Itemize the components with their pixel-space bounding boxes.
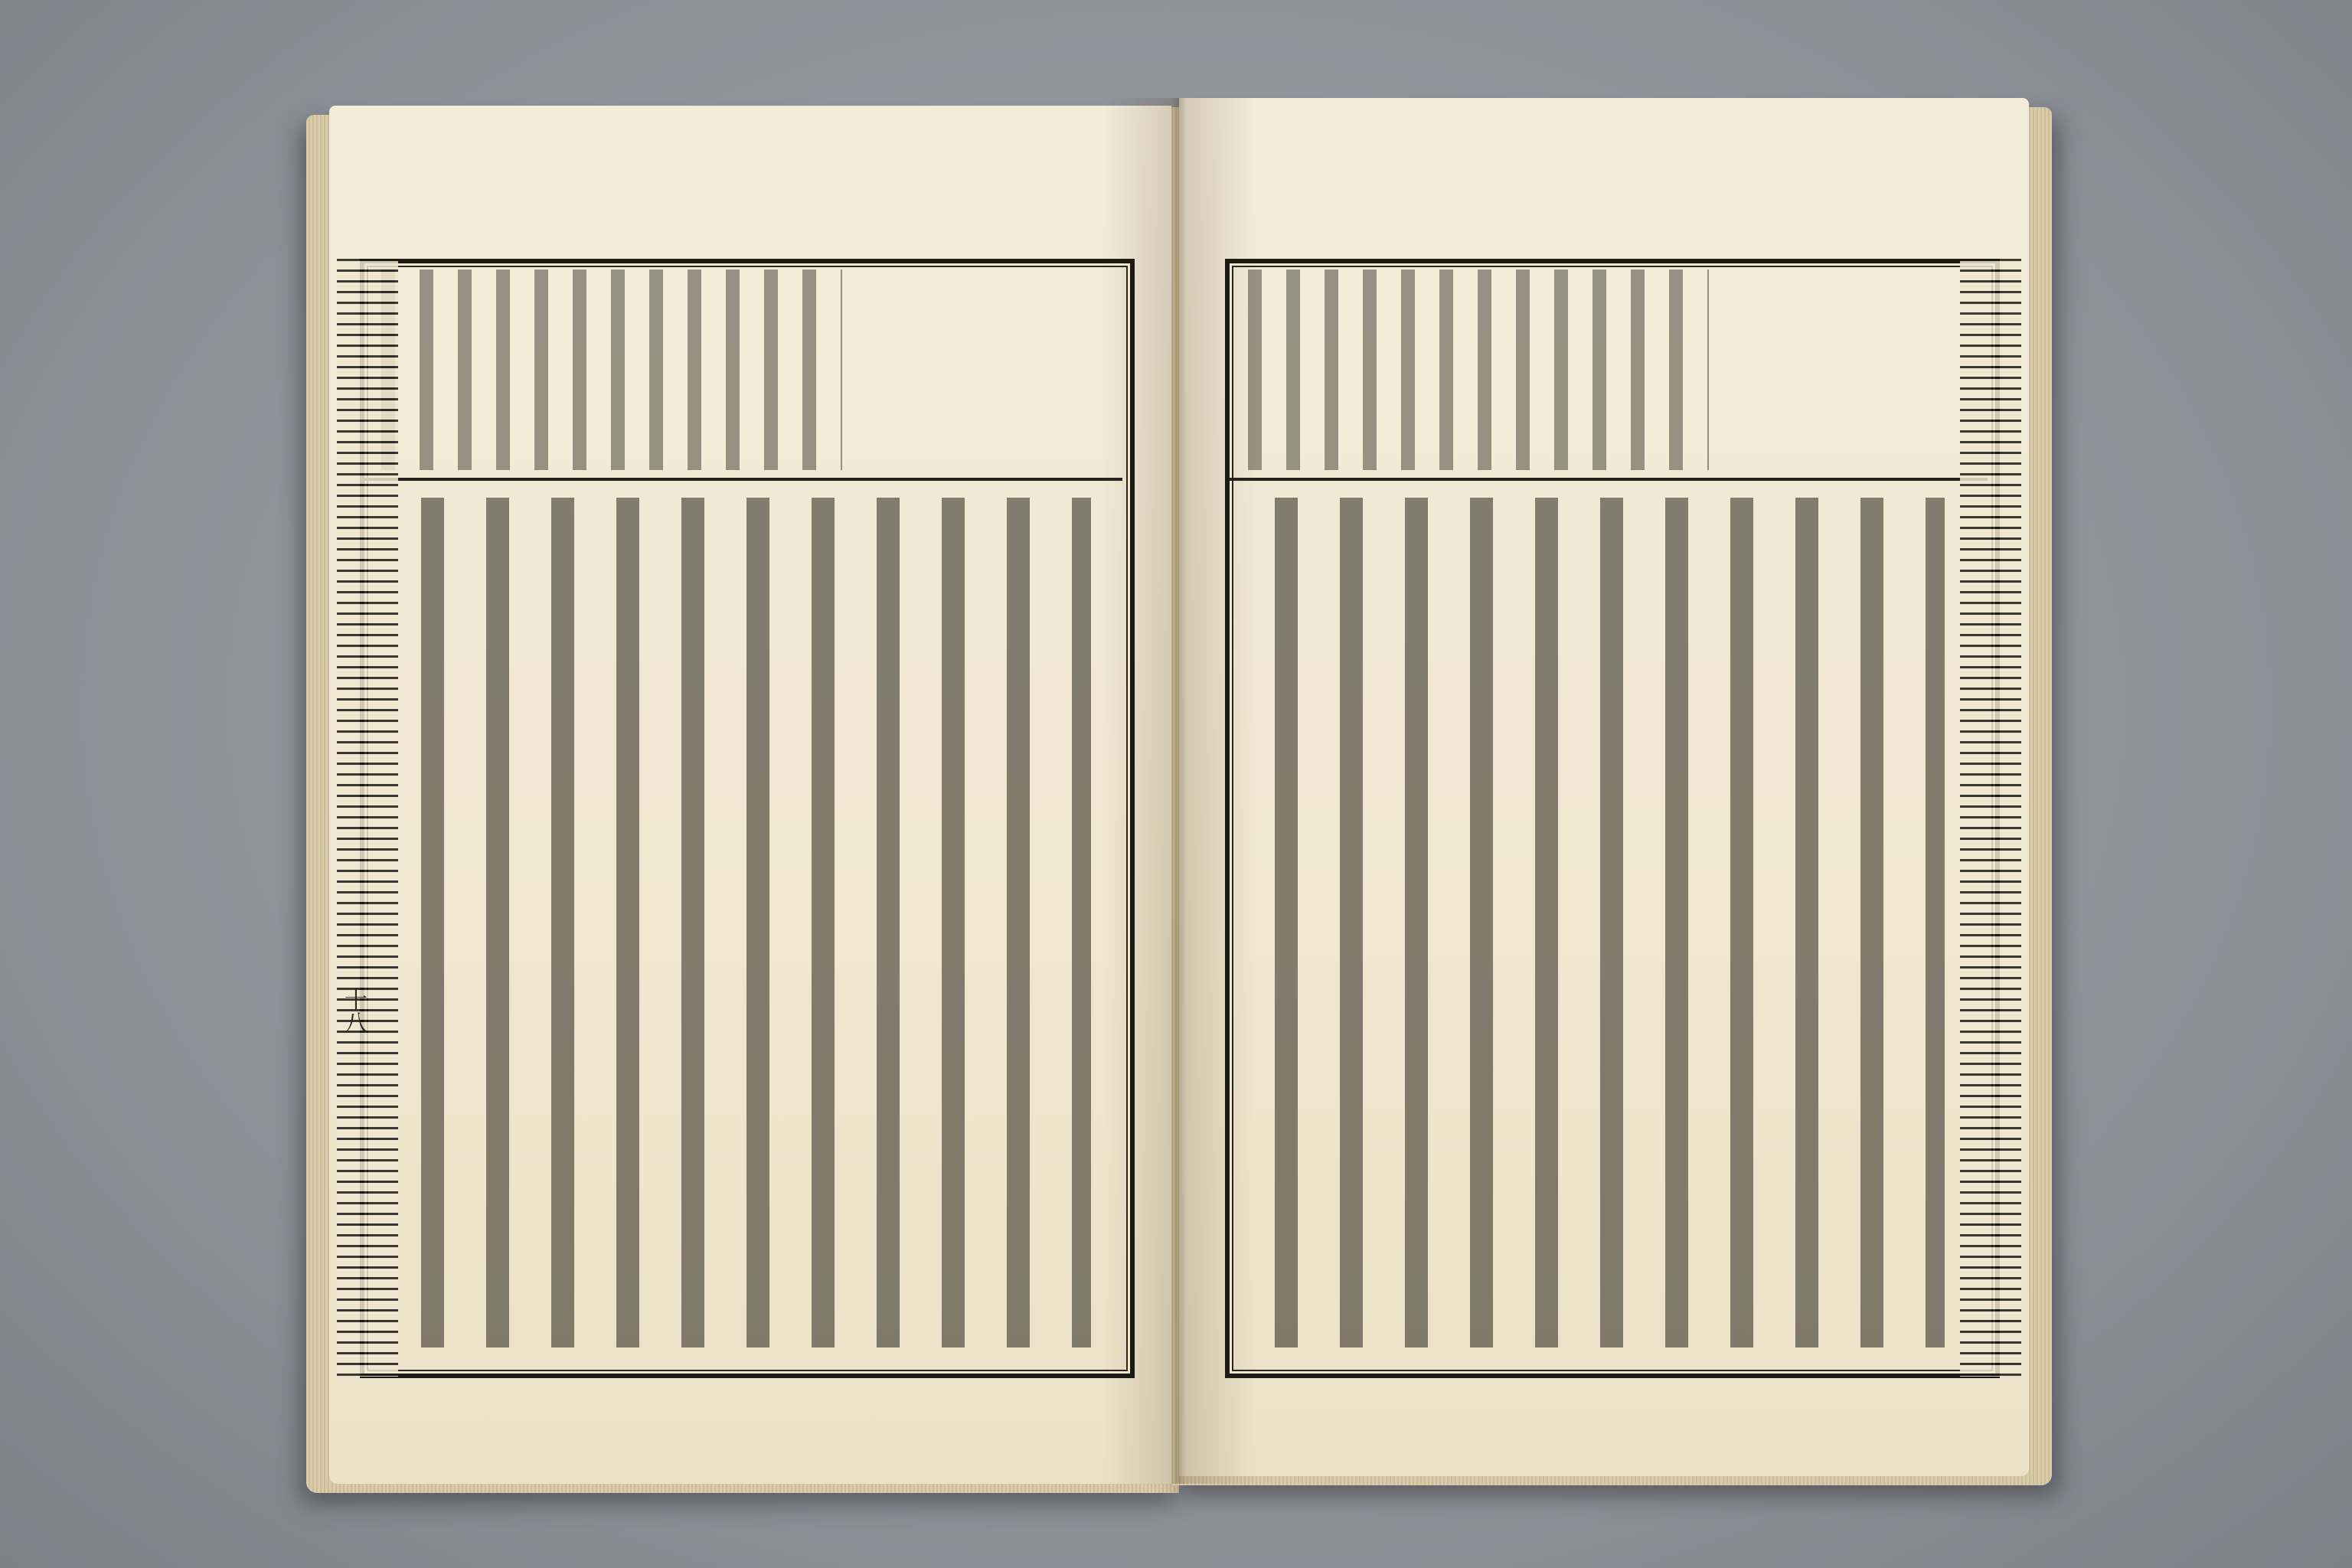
right-centre-fold-strip — [1960, 259, 2021, 1377]
left-centre-fold-strip — [337, 259, 398, 1377]
right-main-text-block — [1252, 498, 1945, 1348]
folio-number: 十八 — [340, 988, 367, 1034]
left-main-text-block — [398, 498, 1091, 1348]
right-commentary-text-block — [1234, 270, 1709, 470]
left-commentary-band-rule — [364, 478, 1122, 481]
left-commentary-text-block — [368, 270, 842, 470]
right-commentary-band-rule — [1230, 478, 1988, 481]
